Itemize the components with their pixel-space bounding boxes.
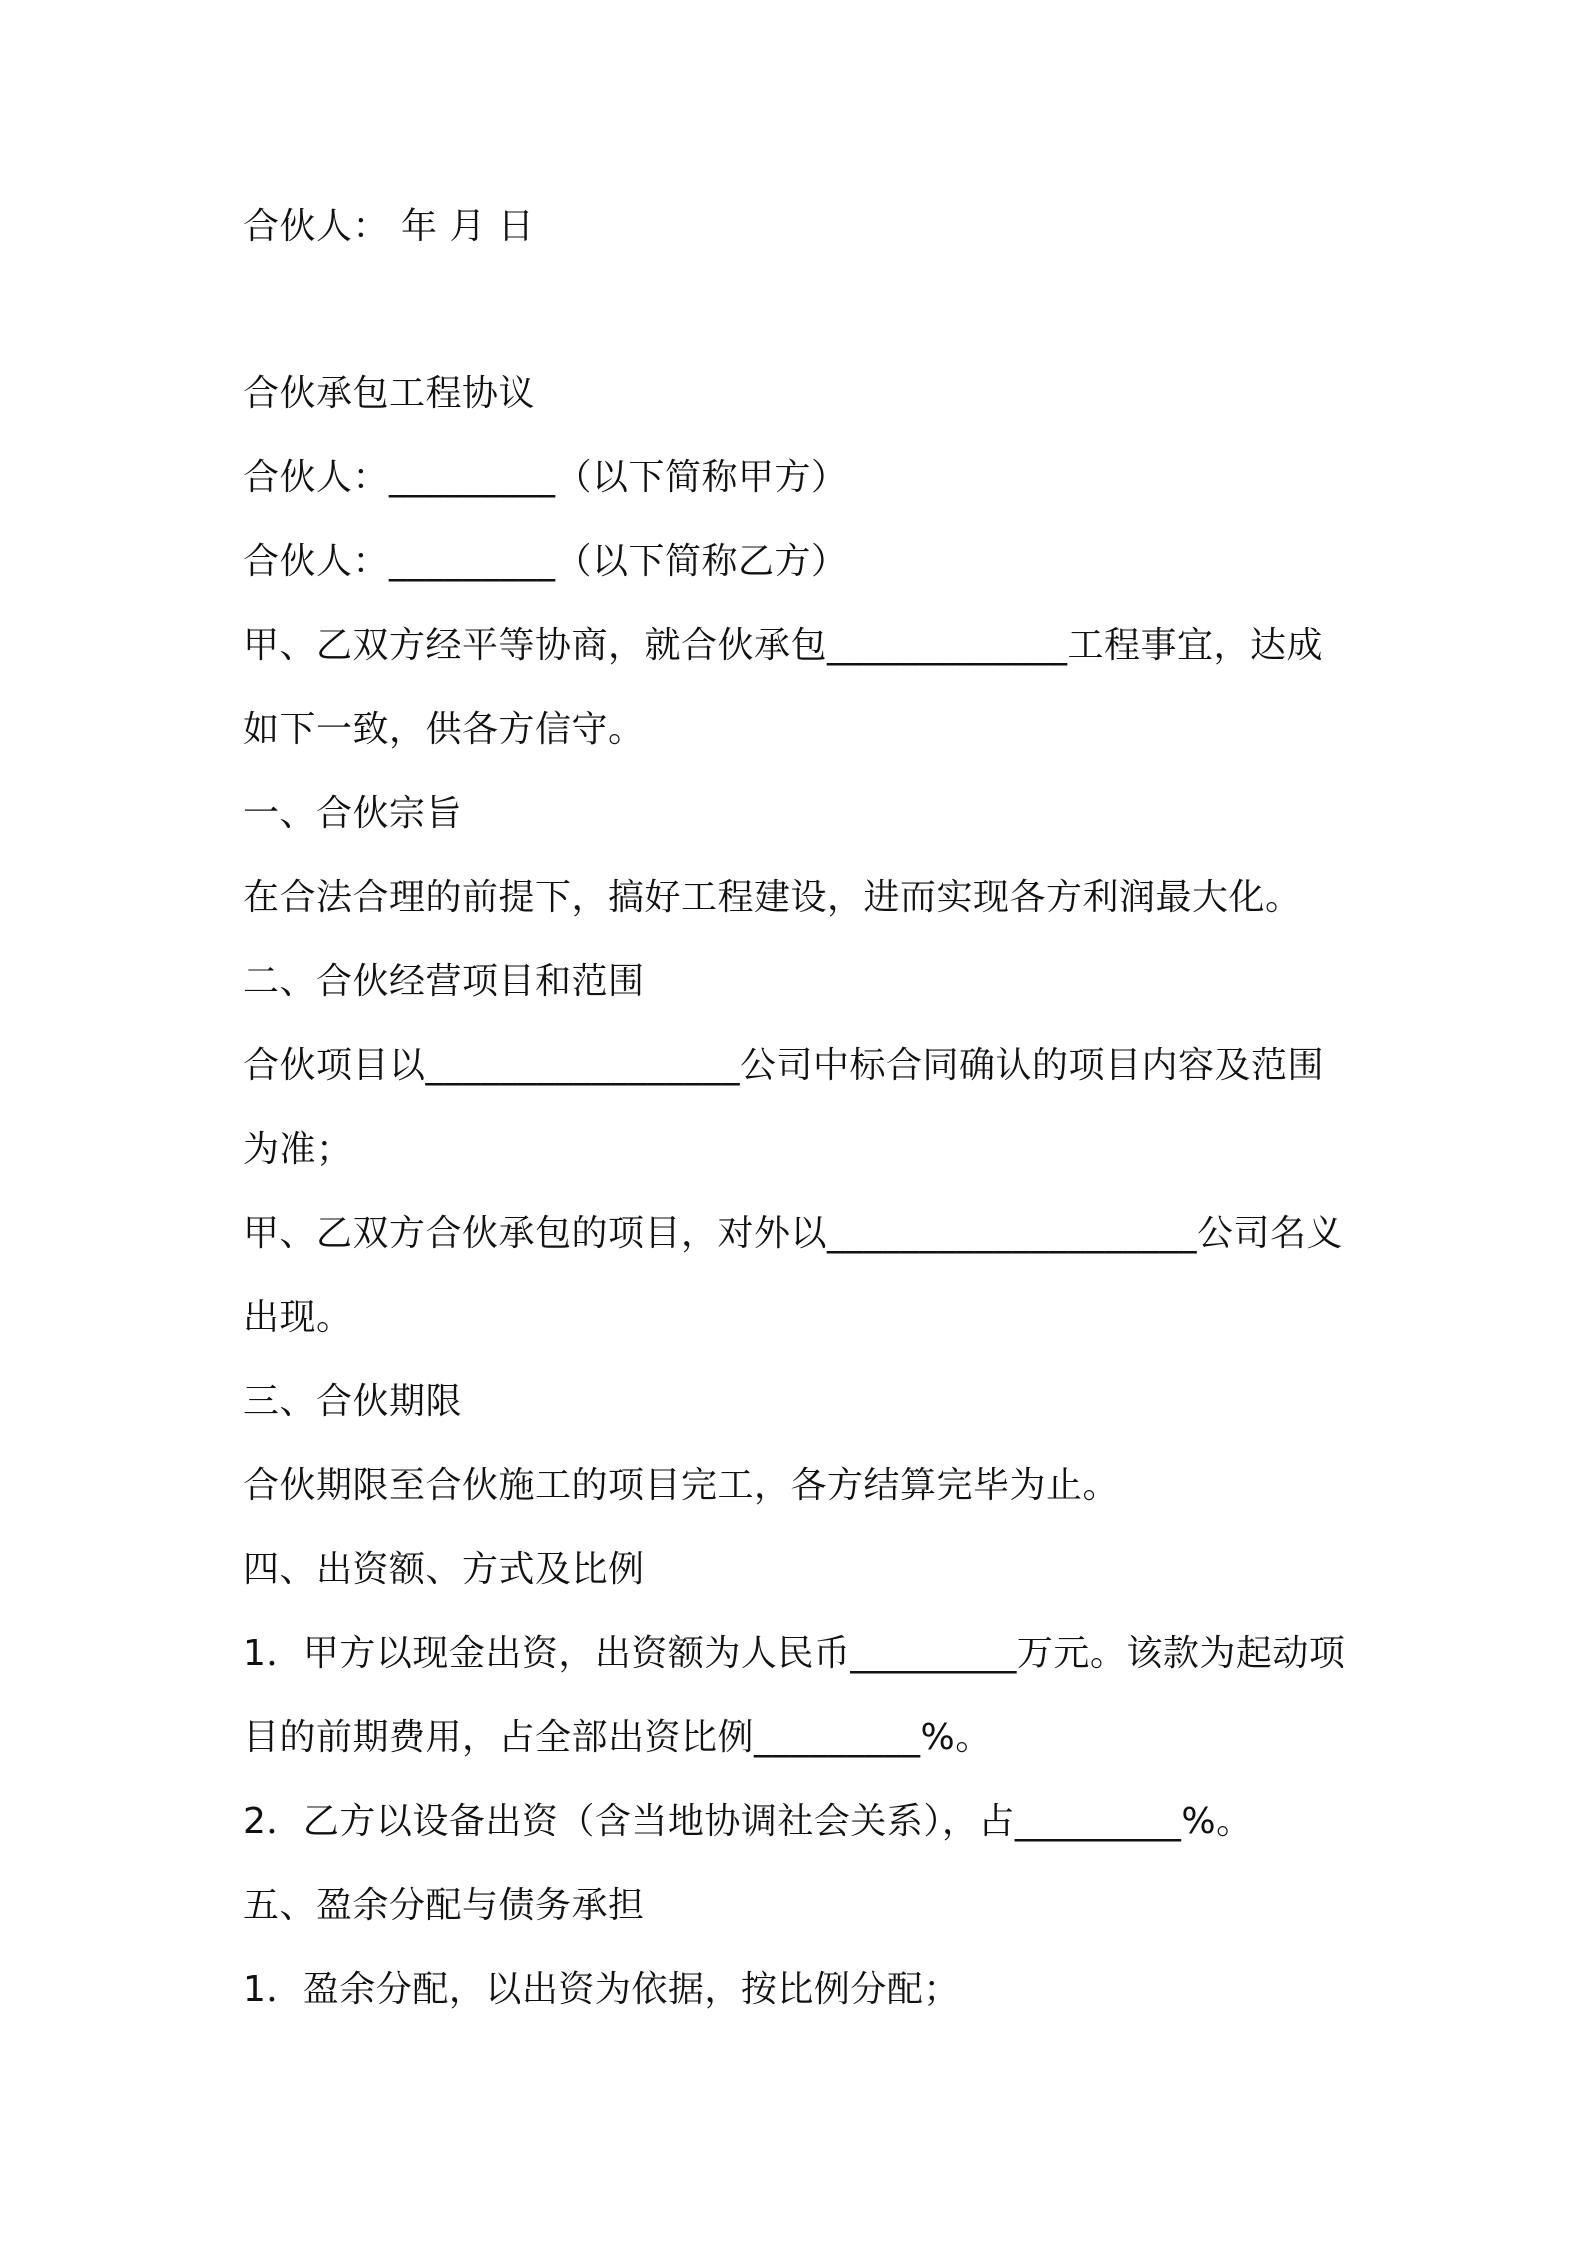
section-2-text-line-1: 合伙项目以_________________公司中标合同确认的项目内容及范围 (243, 1045, 1325, 1086)
section-heading-2: 二、合伙经营项目和范围 (243, 961, 645, 1002)
section-2-text-line-4: 出现。 (243, 1297, 353, 1338)
section-heading-3: 三、合伙期限 (243, 1381, 463, 1422)
section-2-text-line-2: 为准； (243, 1129, 353, 1170)
party-a-line: 合伙人：_________（以下简称甲方） (243, 457, 848, 498)
intro-paragraph-line-2: 如下一致，供各方信守。 (243, 709, 645, 750)
section-3-text: 合伙期限至合伙施工的项目完工，各方结算完毕为止。 (243, 1465, 1120, 1506)
section-1-text: 在合法合理的前提下，搞好工程建设，进而实现各方利润最大化。 (243, 877, 1302, 918)
section-heading-5: 五、盈余分配与债务承担 (243, 1885, 645, 1926)
section-heading-1: 一、合伙宗旨 (243, 793, 463, 834)
document-title: 合伙承包工程协议 (243, 373, 536, 414)
intro-paragraph-line-1: 甲、乙双方经平等协商，就合伙承包_____________工程事宜，达成 (243, 625, 1324, 666)
party-b-line: 合伙人：_________（以下简称乙方） (243, 541, 848, 582)
section-heading-4: 四、出资额、方式及比例 (243, 1549, 645, 1590)
signature-date-line: 合伙人： 年 月 日 (243, 206, 535, 247)
section-4-item-2: 2．乙方以设备出资（含当地协调社会关系），占_________%。 (243, 1801, 1253, 1842)
section-2-text-line-3: 甲、乙双方合伙承包的项目，对外以____________________公司名义 (243, 1213, 1344, 1254)
section-4-item-1-line-1: 1．甲方以现金出资，出资额为人民币_________万元。该款为起动项 (243, 1633, 1346, 1674)
section-4-item-1-line-2: 目的前期费用，占全部出资比例_________%。 (243, 1717, 992, 1758)
section-5-item-1: 1．盈余分配，以出资为依据，按比例分配； (243, 1969, 960, 2010)
